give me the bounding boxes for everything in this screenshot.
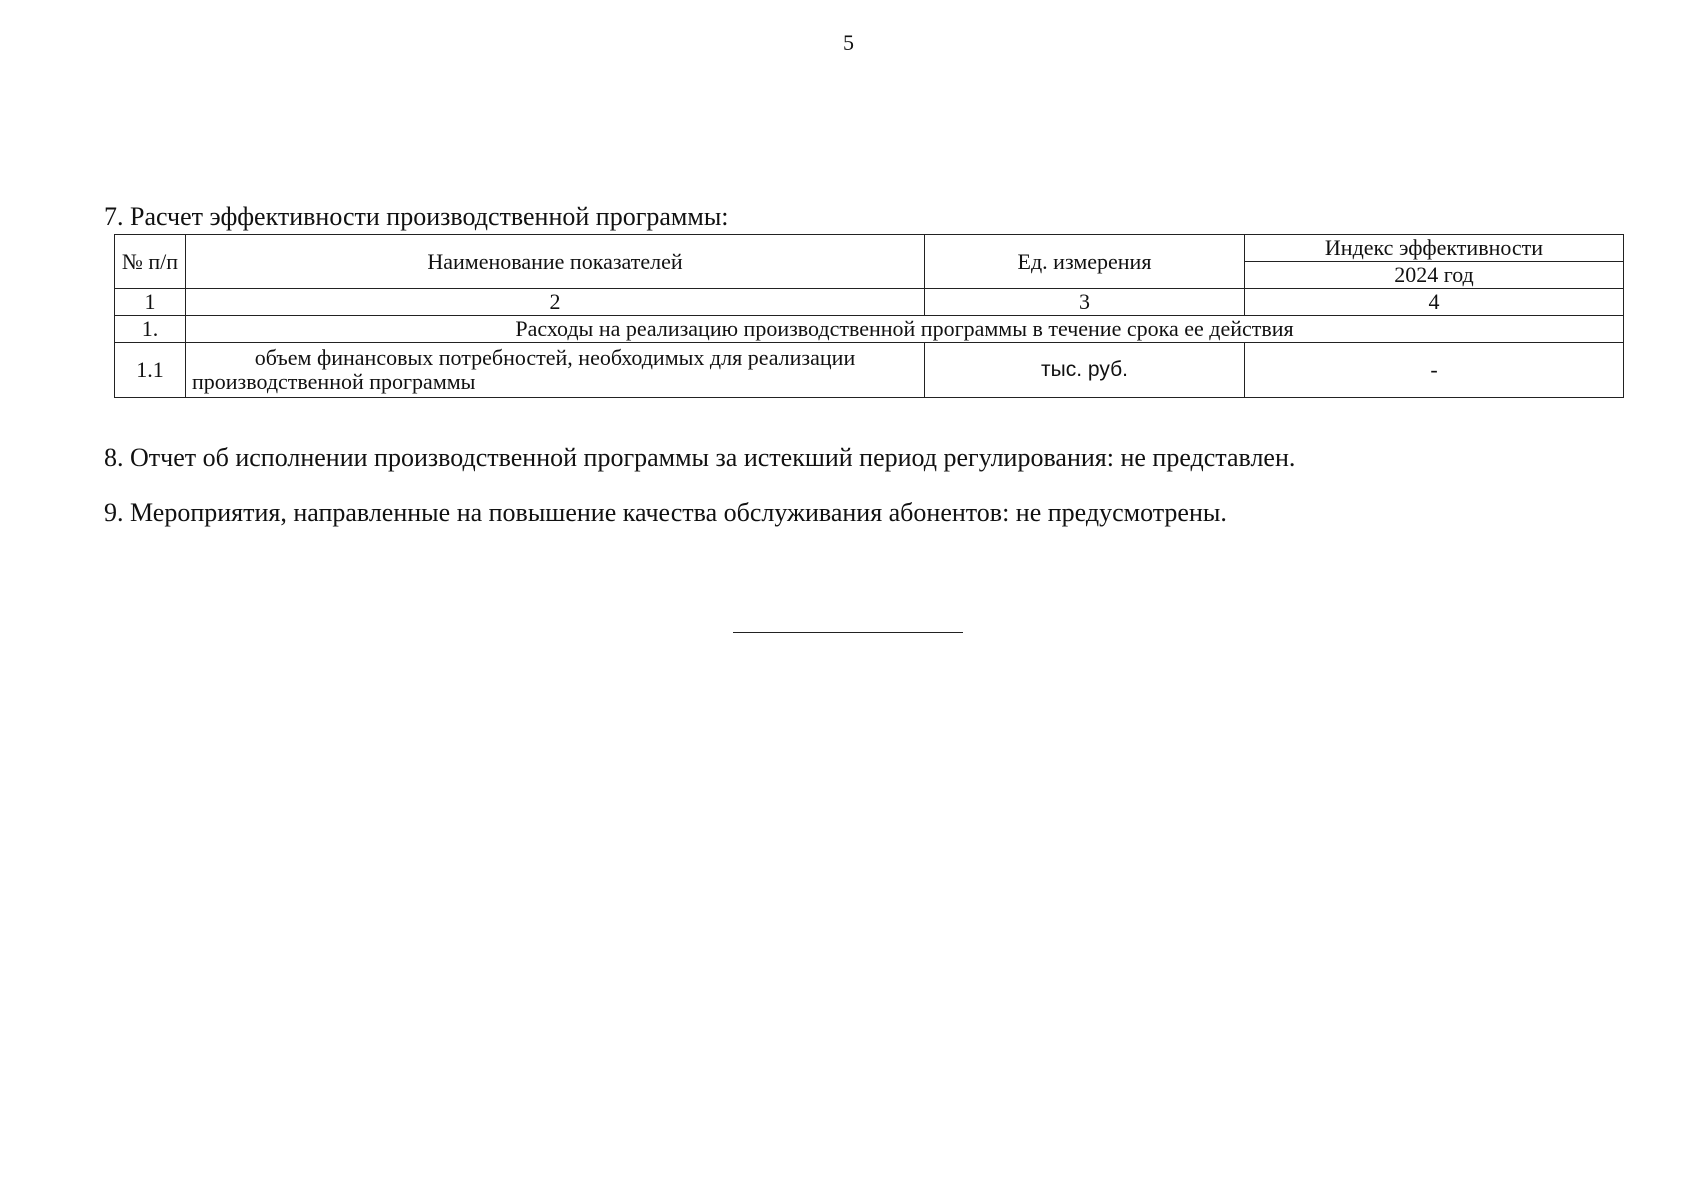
column-number: 4 — [1245, 289, 1624, 316]
page-number: 5 — [843, 30, 854, 55]
efficiency-table — [114, 234, 1624, 398]
row-num: 1.1 — [115, 343, 186, 398]
header-index: Индекс эффективности — [1245, 235, 1624, 262]
row-unit: тыс. руб. — [925, 343, 1245, 398]
row-name: Расходы на реализацию производственной программы в течение срока ее действия — [186, 316, 1624, 343]
table-header-row — [115, 235, 1624, 262]
header-year: 2024 год — [1245, 262, 1624, 289]
header-num: № п/п — [115, 235, 186, 289]
header-name: Наименование показателей — [186, 235, 925, 289]
closing-rule — [733, 632, 963, 633]
section-7-heading: 7. Расчет эффективности производственной программы: — [104, 202, 729, 231]
header-unit: Ед. измерения — [925, 235, 1245, 289]
section-9-text: 9. Мероприятия, направленные на повышение качества обслуживания абонентов: не предусмотрены. — [104, 498, 1227, 527]
row-value: - — [1245, 343, 1624, 398]
column-number: 1 — [115, 289, 186, 316]
section-8-text: 8. Отчет об исполнении производственной программы за истекший период регулирования: не представлен. — [104, 443, 1296, 472]
column-number: 3 — [925, 289, 1245, 316]
column-numbers-row — [115, 289, 1624, 316]
column-number: 2 — [186, 289, 925, 316]
row-name: объем финансовых потребностей, необходимых для реализации производственной программы — [186, 343, 925, 398]
table-row — [115, 343, 1624, 398]
row-num: 1. — [115, 316, 186, 343]
table-row — [115, 316, 1624, 343]
